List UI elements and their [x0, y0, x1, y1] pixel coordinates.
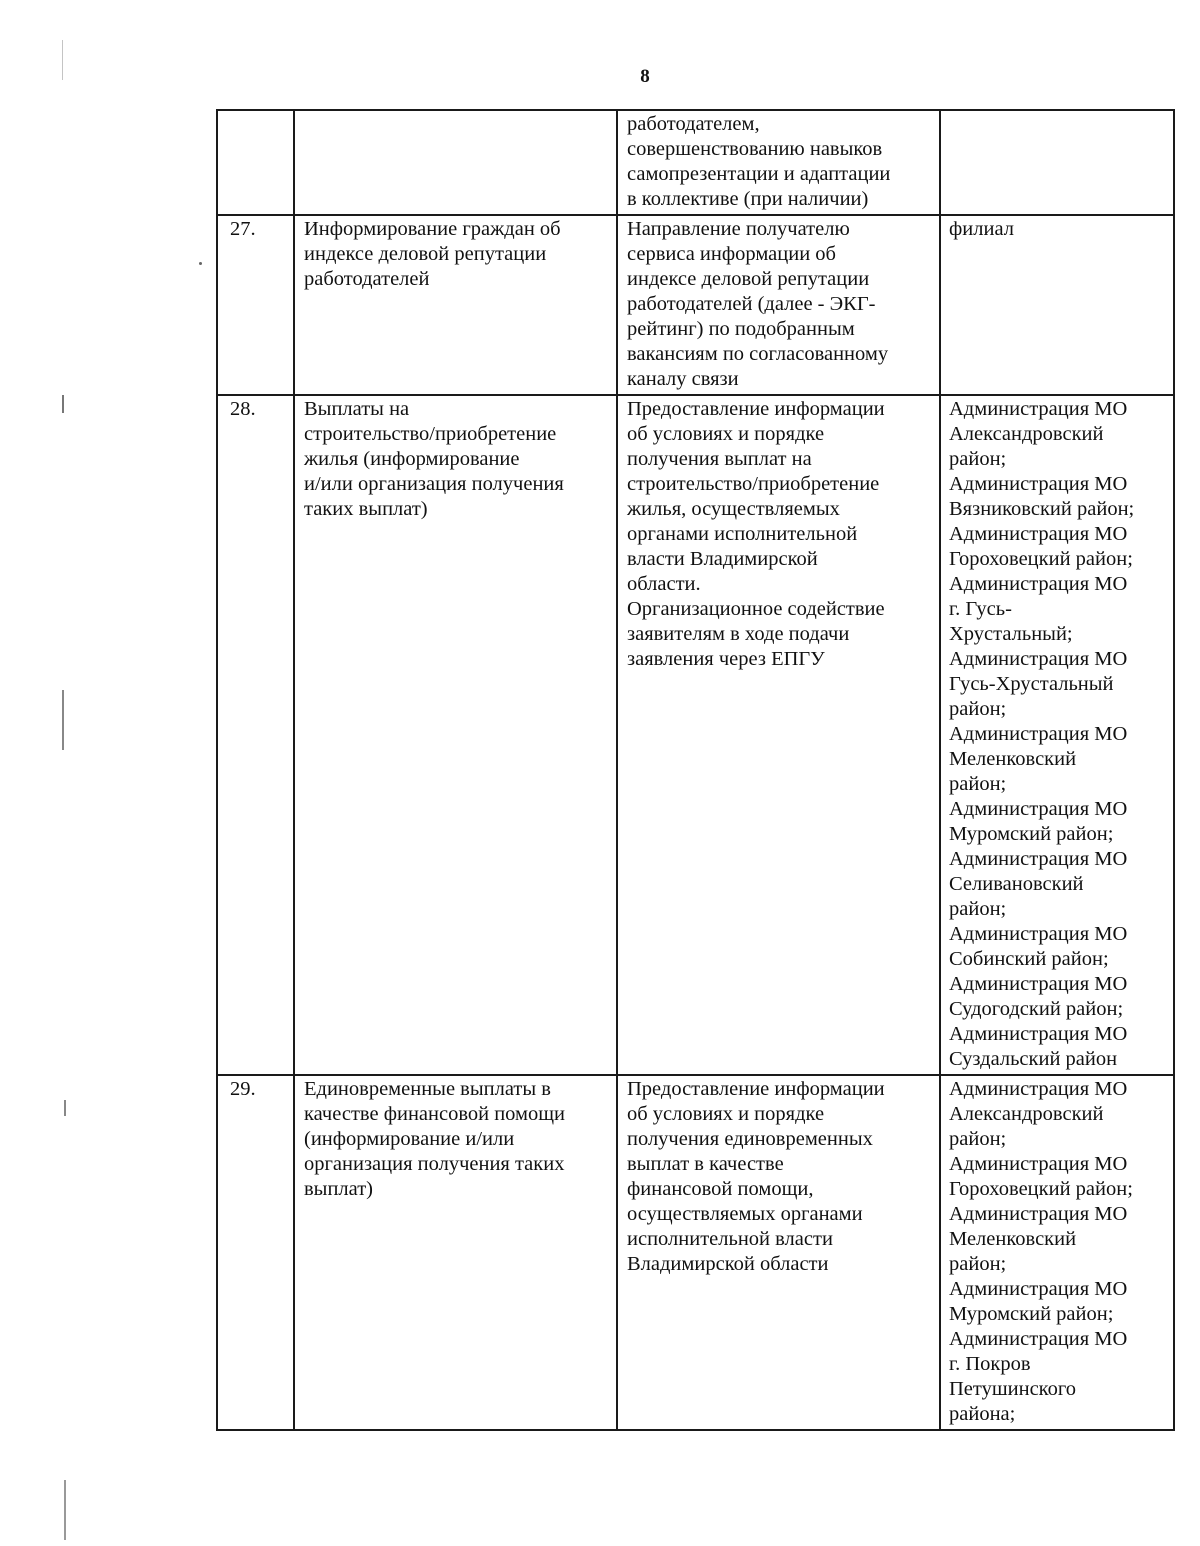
service-name-cell: [294, 110, 617, 215]
executor-cell: Администрация МО Александровский район; Администрация МО Гороховецкий район; Администрация МО Меленковский район; Администрация МО Муромский район; Администрация МО г. Покров Петушинского района;: [940, 1075, 1174, 1430]
table-row: [217, 395, 1174, 1075]
executor-cell: [940, 110, 1174, 215]
service-description-cell: Предоставление информации об условиях и порядке получения единовременных выплат в качестве финансовой помощи, осуществляемых органами исполнительной власти Владимирской области: [617, 1075, 940, 1430]
scan-artifact: [62, 690, 64, 750]
service-description-cell: работодателем, совершенствованию навыков самопрезентации и адаптации в коллективе (при наличии): [617, 110, 940, 215]
executor-cell: Администрация МО Александровский район; Администрация МО Вязниковский район; Администрация МО Гороховецкий район; Администрация МО г. Гусь- Хрустальный; Администрация МО Гусь-Хрустальный район; Администрация МО Меленковский район; Администрация МО Муромский район; Администрация МО Селивановский район; Администрация МО Собинский район; Администрация МО Судогодский район; Администрация МО Суздальский район: [940, 395, 1174, 1075]
row-number-cell: [217, 110, 294, 215]
service-description-cell: Направление получателю сервиса информации об индексе деловой репутации работодателей (далее - ЭКГ- рейтинг) по подобранным вакансиям по согласованному каналу связи: [617, 215, 940, 395]
service-description-cell: Предоставление информации об условиях и порядке получения выплат на строительство/приобретение жилья, осуществляемых органами исполнительной власти Владимирской области. Организационное содействие заявителям в ходе подачи заявления через ЕПГУ: [617, 395, 940, 1075]
table-row: [217, 110, 1174, 215]
row-number-cell: 29.: [217, 1075, 294, 1430]
row-number-cell: 28.: [217, 395, 294, 1075]
page-number: 8: [640, 66, 650, 87]
scan-artifact: [64, 1100, 66, 1116]
table-row: [217, 1075, 1174, 1430]
executor-cell: филиал: [940, 215, 1174, 395]
service-name-cell: Информирование граждан об индексе деловой репутации работодателей: [294, 215, 617, 395]
service-name-cell: Выплаты на строительство/приобретение жилья (информирование и/или организация получения таких выплат): [294, 395, 617, 1075]
scan-artifact: [62, 395, 64, 413]
scan-artifact: [64, 1480, 66, 1540]
service-name-cell: Единовременные выплаты в качестве финансовой помощи (информирование и/или организация получения таких выплат): [294, 1075, 617, 1430]
scan-artifact: [199, 262, 202, 265]
row-number-cell: 27.: [217, 215, 294, 395]
table-row: [217, 215, 1174, 395]
services-table: [216, 109, 1175, 1431]
scan-artifact: [62, 40, 63, 80]
